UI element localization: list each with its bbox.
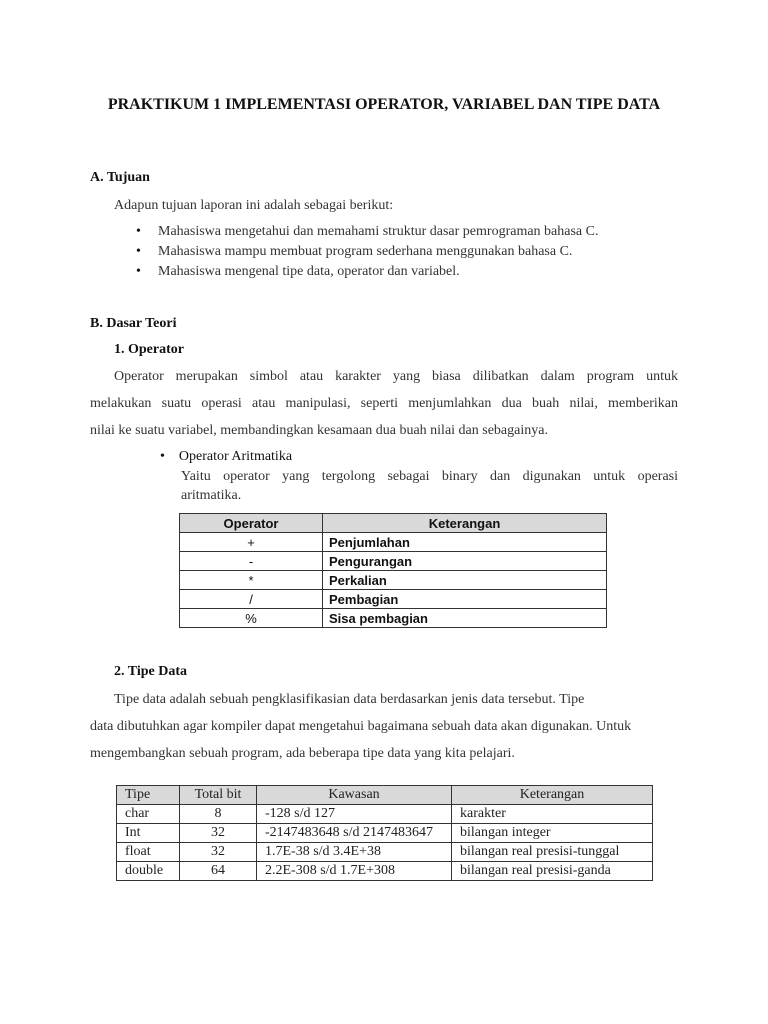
table-cell: Sisa pembagian — [323, 609, 607, 628]
paragraph-line: Tipe data adalah sebuah pengklasifikasian data berdasarkan jenis data tersebut. Tipe — [114, 692, 585, 707]
section-a-bullet-list — [130, 222, 598, 282]
page-title: PRAKTIKUM 1 IMPLEMENTASI OPERATOR, VARIABEL DAN TIPE DATA — [107, 96, 661, 113]
table-cell: - — [180, 552, 323, 571]
table-cell: bilangan real presisi-tunggal — [452, 843, 653, 862]
description-line: Yaitu operator yang tergolong sebagai binary dan digunakan untuk operasi — [181, 469, 678, 484]
table-cell: Perkalian — [323, 571, 607, 590]
table-cell: double — [117, 862, 180, 881]
subsection-operator-heading: 1. Operator — [114, 342, 184, 357]
section-a-intro: Adapun tujuan laporan ini adalah sebagai berikut: — [114, 198, 394, 213]
table-row — [180, 571, 607, 590]
operator-aritmatika-bullet — [160, 449, 292, 465]
paragraph-line: nilai ke suatu variabel, membandingkan kesamaan dua buah nilai dan sebagainya. — [90, 423, 548, 438]
table-row — [180, 609, 607, 628]
description-line: aritmatika. — [181, 488, 242, 503]
bullet-label: Operator Aritmatika — [178, 449, 293, 464]
paragraph-line: melakukan suatu operasi atau manipulasi, seperti menjumlahkan dua buah nilai, memberikan — [90, 396, 678, 411]
column-header: Total bit — [180, 786, 257, 805]
table-cell: 8 — [180, 805, 257, 824]
table-row — [117, 862, 653, 881]
table-cell: * — [180, 571, 323, 590]
table-cell: bilangan integer — [452, 824, 653, 843]
table-cell: float — [117, 843, 180, 862]
table-cell: Pengurangan — [323, 552, 607, 571]
table-row — [180, 533, 607, 552]
section-a-heading: A. Tujuan — [90, 170, 150, 185]
table-header-row — [117, 786, 653, 805]
table-cell: bilangan real presisi-ganda — [452, 862, 653, 881]
table-cell: 32 — [180, 824, 257, 843]
table-cell: 1.7E-38 s/d 3.4E+38 — [257, 843, 452, 862]
paragraph-line: mengembangkan sebuah program, ada beberapa tipe data yang kita pelajari. — [90, 746, 515, 761]
tipe-data-table — [116, 785, 653, 881]
table-cell: Int — [117, 824, 180, 843]
table-cell: char — [117, 805, 180, 824]
table-row — [117, 824, 653, 843]
subsection-tipe-data-heading: 2. Tipe Data — [114, 664, 187, 679]
section-b-heading: B. Dasar Teori — [90, 316, 177, 331]
column-header: Kawasan — [257, 786, 452, 805]
operator-aritmatika-description — [181, 467, 678, 505]
table-cell: -128 s/d 127 — [257, 805, 452, 824]
table-cell: / — [180, 590, 323, 609]
paragraph-line: data dibutuhkan agar kompiler dapat mengetahui bagaimana sebuah data akan digunakan. Untuk — [90, 719, 632, 734]
table-cell: Penjumlahan — [323, 533, 607, 552]
table-cell: 2.2E-308 s/d 1.7E+308 — [257, 862, 452, 881]
table-cell: + — [180, 533, 323, 552]
table-cell: 32 — [180, 843, 257, 862]
column-header: Operator — [180, 514, 323, 533]
table-row — [180, 552, 607, 571]
column-header: Tipe — [117, 786, 180, 805]
table-cell: Pembagian — [323, 590, 607, 609]
table-header-row — [180, 514, 607, 533]
list-item: • Mahasiswa mengetahui dan memahami struktur dasar pemrograman bahasa C. — [130, 222, 598, 242]
operator-paragraph — [90, 363, 678, 444]
column-header: Keterangan — [452, 786, 653, 805]
table-cell: 64 — [180, 862, 257, 881]
list-item: • Mahasiswa mengenal tipe data, operator dan variabel. — [130, 262, 598, 282]
table-row — [180, 590, 607, 609]
list-item: • Mahasiswa mampu membuat program sederhana menggunakan bahasa C. — [130, 242, 598, 262]
table-cell: % — [180, 609, 323, 628]
column-header: Keterangan — [323, 514, 607, 533]
table-cell: -2147483648 s/d 2147483647 — [257, 824, 452, 843]
table-row — [117, 843, 653, 862]
table-cell: karakter — [452, 805, 653, 824]
paragraph-line: Operator merupakan simbol atau karakter yang biasa dilibatkan dalam program untuk — [114, 369, 678, 384]
operator-table — [179, 513, 607, 628]
table-row — [117, 805, 653, 824]
